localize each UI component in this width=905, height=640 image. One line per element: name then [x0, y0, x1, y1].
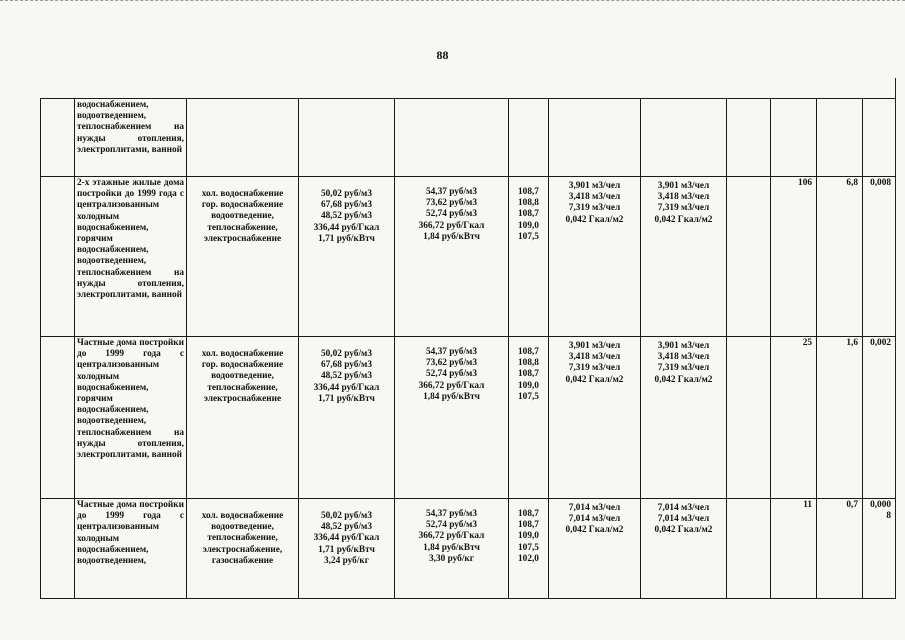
cell-line: 1,84 руб/кВтч	[423, 231, 480, 242]
cell-line: водоотведение,	[211, 211, 274, 222]
value-cell: 6,8	[817, 177, 863, 337]
cell-line: 0,042 Гкал/м2	[565, 525, 624, 536]
norm-current-cell	[641, 337, 727, 499]
cell-line: электроснабжение	[203, 393, 282, 404]
share-cell: 0,008	[863, 177, 896, 337]
cell-line: теплоснабжение,	[207, 533, 278, 544]
cell-line: 73,62 руб/м3	[425, 198, 478, 209]
cell-line: 108,8	[518, 198, 539, 209]
cell-line: 107,5	[518, 231, 539, 242]
tariff-previous-cell	[299, 99, 395, 177]
cell-line: 108,7	[518, 187, 539, 197]
cell-line: 7,319 м3/чел	[657, 363, 710, 374]
value-cell: 1,6	[817, 337, 863, 499]
cell-line: 109,0	[518, 531, 539, 542]
tariff-current-cell	[395, 99, 509, 177]
cell-line: электроснабжение	[203, 233, 282, 244]
index-cell	[509, 337, 549, 499]
services-cell	[187, 177, 299, 337]
cell-line: 0,042 Гкал/м2	[565, 214, 624, 225]
value-cell	[817, 99, 863, 177]
description-cell: водоснабжением, водоотведением, теплоснабжением на нужды отопления, электроплитами, ванной	[75, 99, 187, 177]
services-cell	[187, 99, 299, 177]
cell-line: 48,52 руб/м3	[320, 371, 373, 382]
table-right-border	[895, 78, 896, 598]
cell-line: 109,0	[518, 220, 539, 231]
cell-line: водоотведение,	[211, 522, 274, 533]
cell-line: хол. водоснабжение	[201, 189, 284, 199]
cell-line: 0,042 Гкал/м2	[654, 374, 713, 385]
cell-line: 7,319 м3/чел	[568, 203, 621, 214]
cell-line: 54,37 руб/м3	[425, 347, 478, 357]
cell-line: 7,014 м3/чел	[568, 503, 621, 513]
cell-line: 1,71 руб/кВтч	[318, 544, 375, 555]
description-cell: Частные дома постройки до 1999 года с централизованным холодным водоснабжением, горячим водоснабжением, водоотведением, теплоснабжением на нужды отопления, электроплитами, ванной	[75, 337, 187, 499]
cell-line: 336,44 руб/Гкал	[313, 382, 380, 393]
cell-line: 7,319 м3/чел	[657, 203, 710, 214]
cell-line: гор. водоснабжение	[201, 360, 284, 371]
services-cell	[187, 337, 299, 499]
tariff-current-cell	[395, 499, 509, 599]
cell-line: 108,7	[518, 347, 539, 357]
page-number: 88	[436, 48, 449, 62]
row-number-cell	[41, 99, 75, 177]
cell-line: 7,014 м3/чел	[568, 514, 621, 525]
cell-line: 107,5	[518, 542, 539, 553]
cell-line: 108,7	[518, 209, 539, 220]
norm-previous-cell	[549, 99, 641, 177]
empty-cell	[727, 337, 771, 499]
empty-cell	[727, 499, 771, 599]
table-row	[41, 499, 896, 599]
cell-line: 108,7	[518, 520, 539, 531]
tariff-current-cell	[395, 337, 509, 499]
count-cell: 106	[771, 177, 817, 337]
cell-line: 336,44 руб/Гкал	[313, 533, 380, 544]
cell-line: 3,418 м3/чел	[568, 192, 621, 203]
cell-line: гор. водоснабжение	[201, 200, 284, 211]
index-cell	[509, 99, 549, 177]
cell-line: 67,68 руб/м3	[320, 200, 373, 211]
cell-line: 102,0	[518, 553, 539, 564]
cell-line: 48,52 руб/м3	[320, 211, 373, 222]
cell-line: теплоснабжение,	[207, 222, 278, 233]
cell-line: 1,71 руб/кВтч	[318, 233, 375, 244]
cell-line: теплоснабжение,	[207, 382, 278, 393]
cell-line: 3,30 руб/кг	[429, 553, 474, 564]
row-number-cell	[41, 499, 75, 599]
norm-previous-cell	[549, 499, 641, 599]
cell-line: 54,37 руб/м3	[425, 509, 478, 519]
count-cell	[771, 99, 817, 177]
index-cell	[509, 499, 549, 599]
cell-line: 50,02 руб/м3	[320, 511, 373, 521]
cell-line: 1,71 руб/кВтч	[318, 393, 375, 404]
count-cell: 25	[771, 337, 817, 499]
norm-previous-cell	[549, 177, 641, 337]
cell-line: 3,901 м3/чел	[657, 181, 710, 191]
table-row	[41, 99, 896, 177]
table-row	[41, 177, 896, 337]
index-cell	[509, 177, 549, 337]
cell-line: 108,7	[518, 509, 539, 519]
empty-cell	[727, 99, 771, 177]
tariff-current-cell	[395, 177, 509, 337]
cell-line: 108,7	[518, 369, 539, 380]
cell-line: газоснабжение	[211, 555, 274, 566]
cell-line: 0,042 Гкал/м2	[565, 374, 624, 385]
cell-line: 0,042 Гкал/м2	[654, 214, 713, 225]
cell-line: 3,418 м3/чел	[657, 352, 710, 363]
description-cell: 2-х этажные жилые дома постройки до 1999 года с централизованным холодным водоснабжением, горячим водоснабжением, водоотведением, теплоснабжением на нужды отопления, электроплитами, ванной	[75, 177, 187, 337]
norm-current-cell	[641, 177, 727, 337]
scan-edge	[0, 0, 905, 23]
cell-line: 3,418 м3/чел	[657, 192, 710, 203]
cell-line: хол. водоснабжение	[201, 349, 284, 359]
cell-line: 1,84 руб/кВтч	[423, 542, 480, 553]
norm-current-cell	[641, 99, 727, 177]
cell-line: 366,72 руб/Гкал	[418, 531, 485, 542]
empty-cell	[727, 177, 771, 337]
tariff-previous-cell	[299, 177, 395, 337]
norm-current-cell	[641, 499, 727, 599]
count-cell: 11	[771, 499, 817, 599]
description-cell: Частные дома постройки до 1999 года с централизованным холодным водоснабжением, водоотведением,	[75, 499, 187, 599]
cell-line: 1,84 руб/кВтч	[423, 391, 480, 402]
share-cell: 0,000 8	[863, 499, 896, 599]
cell-line: 3,24 руб/кг	[324, 555, 369, 566]
cell-line: хол. водоснабжение	[201, 511, 284, 521]
row-number-cell	[41, 337, 75, 499]
cell-line: 3,418 м3/чел	[568, 352, 621, 363]
cell-line: 67,68 руб/м3	[320, 360, 373, 371]
cell-line: 366,72 руб/Гкал	[418, 220, 485, 231]
row-number-cell	[41, 177, 75, 337]
tariff-table	[40, 98, 896, 599]
cell-line: 52,74 руб/м3	[425, 369, 478, 380]
cell-line: 3,901 м3/чел	[568, 341, 621, 351]
cell-line: 50,02 руб/м3	[320, 349, 373, 359]
cell-line: 52,74 руб/м3	[425, 520, 478, 531]
cell-line: 3,901 м3/чел	[568, 181, 621, 191]
cell-line: 7,014 м3/чел	[657, 514, 710, 525]
share-cell	[863, 99, 896, 177]
tariff-previous-cell	[299, 337, 395, 499]
cell-line: 109,0	[518, 380, 539, 391]
share-cell: 0,002	[863, 337, 896, 499]
cell-line: электроснабжение,	[202, 544, 283, 555]
cell-line: 50,02 руб/м3	[320, 189, 373, 199]
table-row	[41, 337, 896, 499]
cell-line: 366,72 руб/Гкал	[418, 380, 485, 391]
cell-line: 7,014 м3/чел	[657, 503, 710, 513]
cell-line: 54,37 руб/м3	[425, 187, 478, 197]
cell-line: 108,8	[518, 358, 539, 369]
tariff-previous-cell	[299, 499, 395, 599]
cell-line: 7,319 м3/чел	[568, 363, 621, 374]
cell-line: 3,901 м3/чел	[657, 341, 710, 351]
cell-line: 107,5	[518, 391, 539, 402]
value-cell: 0,7	[817, 499, 863, 599]
cell-line: водоотведение,	[211, 371, 274, 382]
cell-line: 0,042 Гкал/м2	[654, 525, 713, 536]
services-cell	[187, 499, 299, 599]
norm-previous-cell	[549, 337, 641, 499]
cell-line: 52,74 руб/м3	[425, 209, 478, 220]
cell-line: 48,52 руб/м3	[320, 522, 373, 533]
cell-line: 336,44 руб/Гкал	[313, 222, 380, 233]
cell-line: 73,62 руб/м3	[425, 358, 478, 369]
